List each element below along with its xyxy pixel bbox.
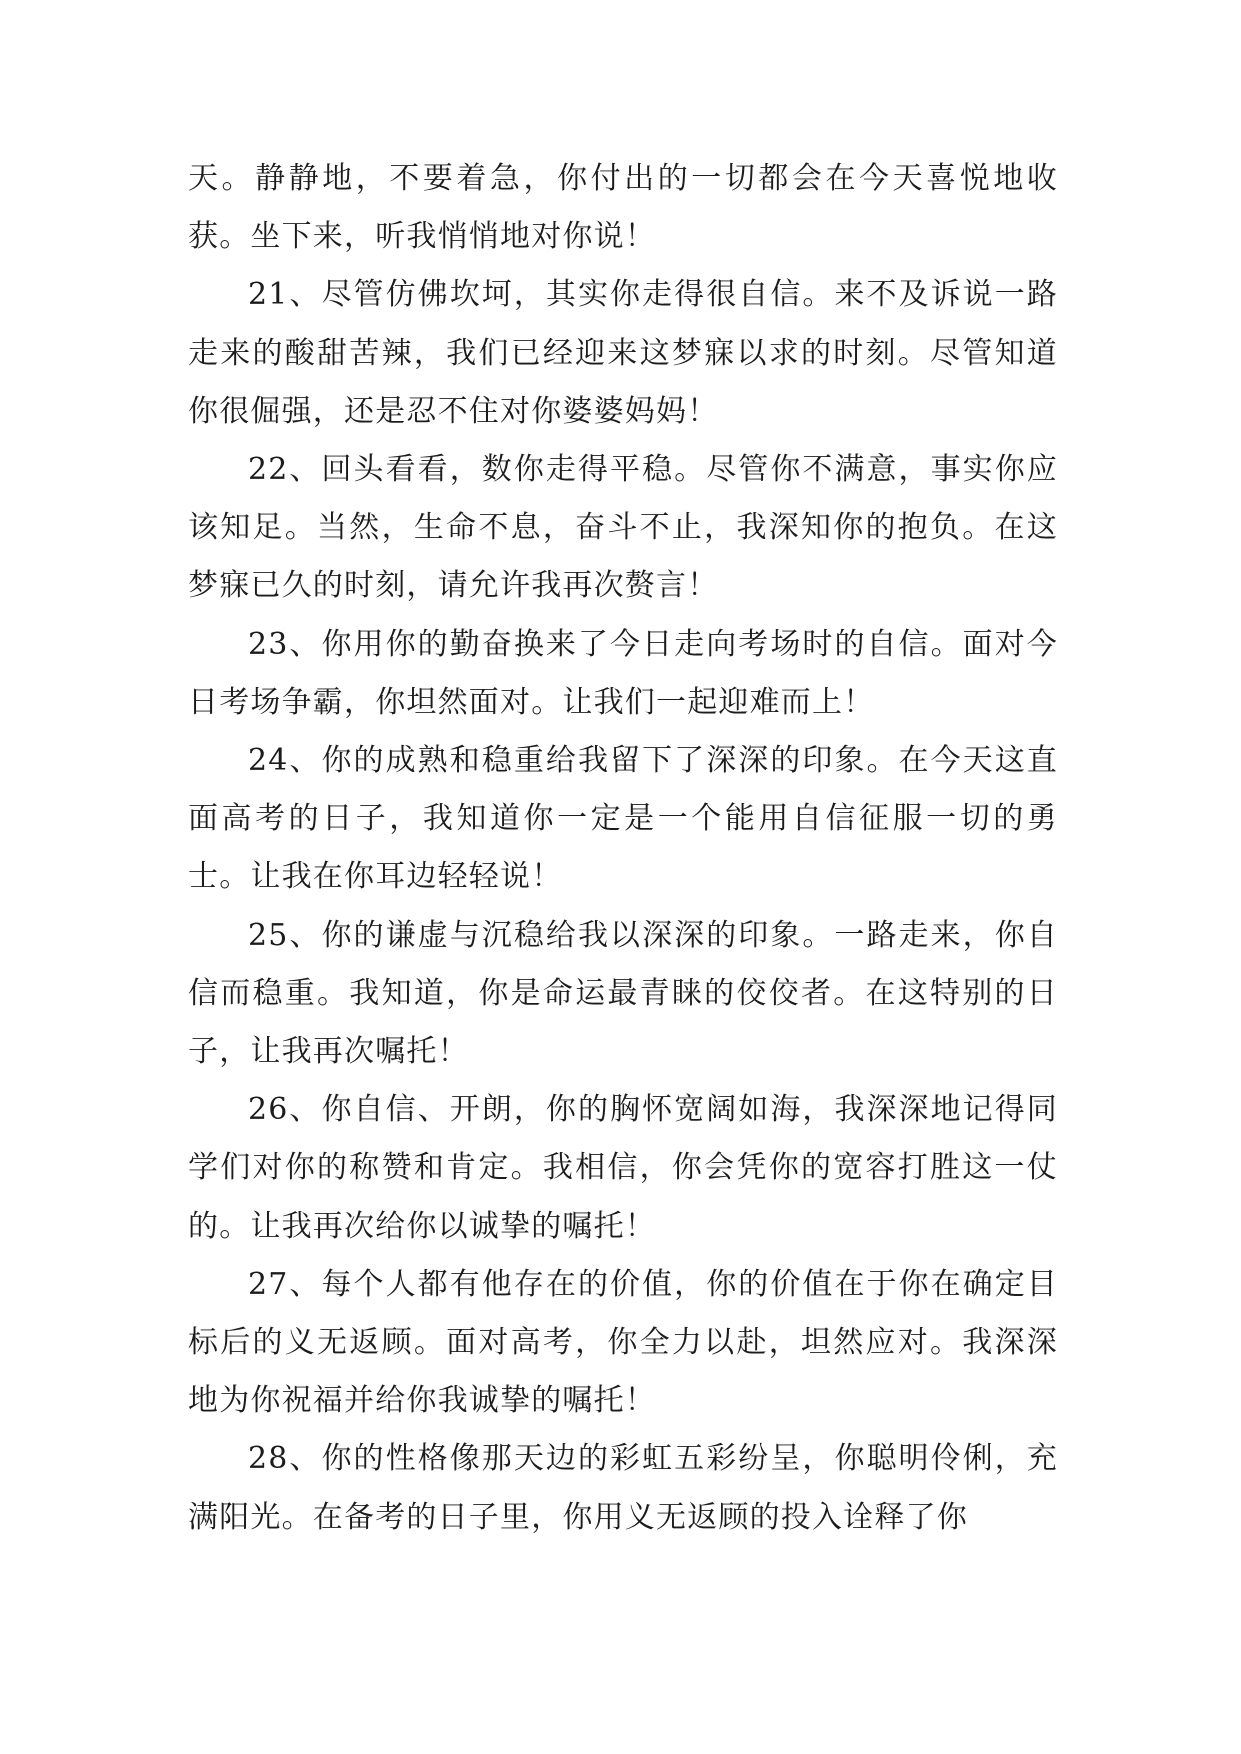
paragraph-25: 25、你的谦虚与沉稳给我以深深的印象。一路走来，你自信而稳重。我知道，你是命运最青睐的佼佼者。在这特别的日子，让我再次嘱托！ <box>188 917 1058 1070</box>
paragraph-22: 22、回头看看，数你走得平稳。尽管你不满意，事实你应该知足。当然，生命不息，奋斗不止，我深知你的抱负。在这梦寐已久的时刻，请允许我再次赘言！ <box>188 452 1058 604</box>
paragraph-27: 27、每个人都有他存在的价值，你的价值在于你在确定目标后的义无返顾。面对高考，你全力以赴，坦然应对。我深深地为你祝福并给你我诚挚的嘱托！ <box>188 1266 1058 1419</box>
paragraph-21: 21、尽管仿佛坎坷，其实你走得很自信。来不及诉说一路走来的酸甜苦辣，我们已经迎来这梦寐以求的时刻。尽管知道你很倔强，还是忍不住对你婆婆妈妈！ <box>188 277 1058 429</box>
paragraph-26: 26、你自信、开朗，你的胸怀宽阔如海，我深深地记得同学们对你的称赞和肯定。我相信，你会凭你的宽容打胜这一仗的。让我再次给你以诚挚的嘱托！ <box>188 1092 1058 1244</box>
paragraph-24: 24、你的成熟和稳重给我留下了深深的印象。在今天这直面高考的日子，我知道你一定是一个能用自信征服一切的勇士。让我在你耳边轻轻说！ <box>188 743 1058 895</box>
paragraph-continuation: 天。静静地，不要着急，你付出的一切都会在今天喜悦地收获。坐下来，听我悄悄地对你说！ <box>188 161 1058 255</box>
paragraph-23: 23、你用你的勤奋换来了今日走向考场时的自信。面对今日考场争霸，你坦然面对。让我们一起迎难而上！ <box>188 626 1058 720</box>
document-body <box>188 150 1058 1547</box>
paragraph-28: 28、你的性格像那天边的彩虹五彩纷呈，你聪明伶俐，充满阳光。在备考的日子里，你用义无返顾的投入诠释了你 <box>188 1441 1058 1535</box>
